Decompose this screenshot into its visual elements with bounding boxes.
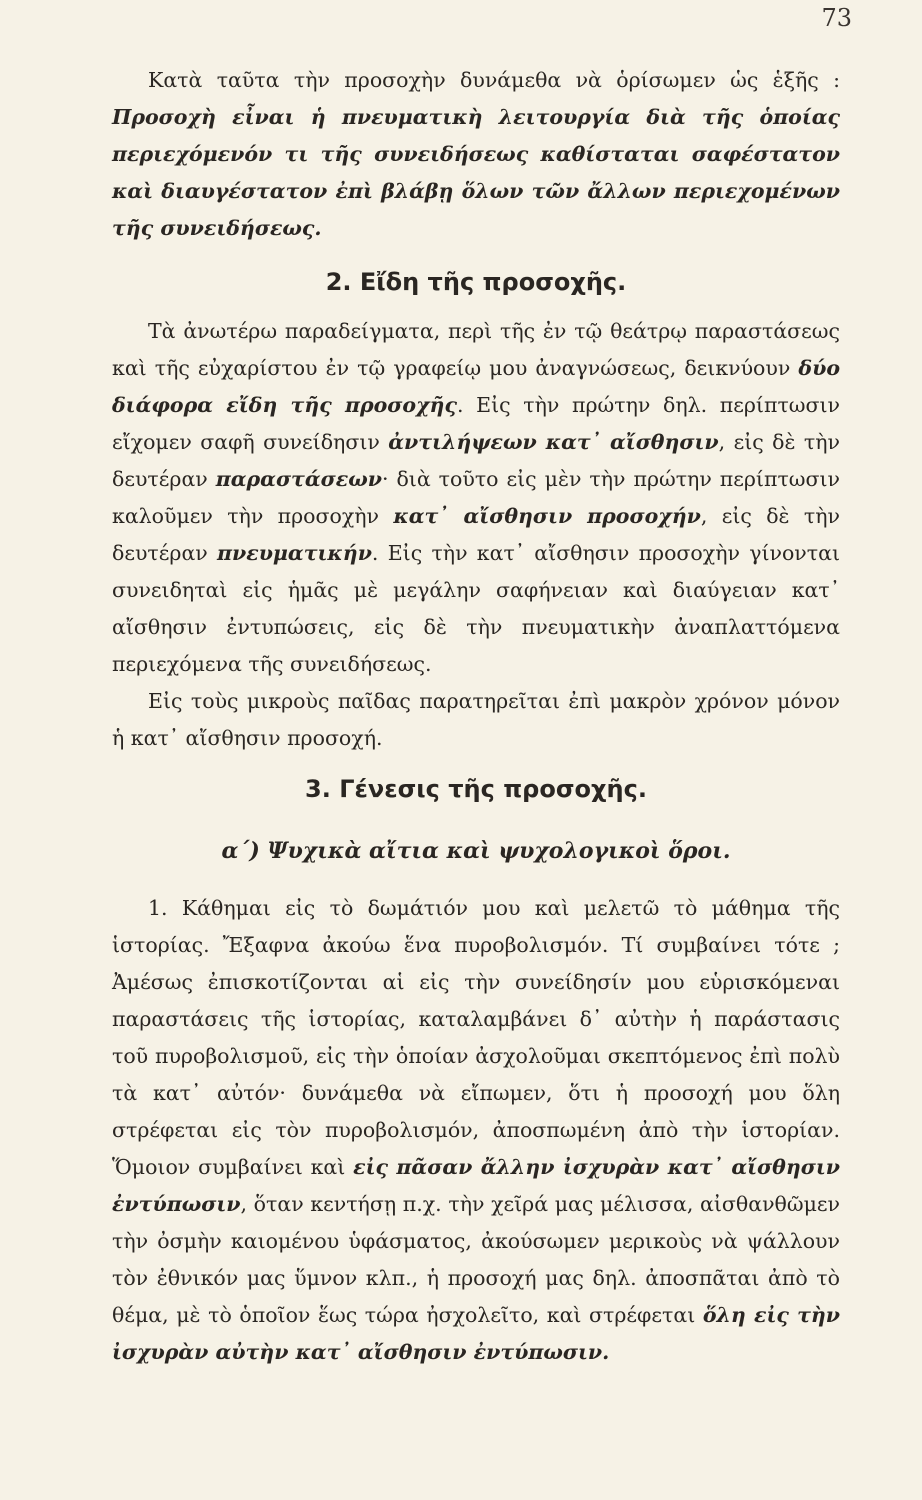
text-run: . Εἰς τὴν κατ᾽ αἴσθησιν προσοχὴν γίνονται συνειδηταὶ εἰς ἡμᾶς μὲ μεγάλην σαφήνειαν καὶ διαύγειαν κατ᾽ αἴσθησιν ἐντυπώσεις, εἰς δὲ τὴν πνευματικὴν ἀναπλαττόμενα περιεχόμενα τῆς συνειδήσεως. xyxy=(112,541,840,676)
page-number: 73 xyxy=(821,4,852,32)
intro-paragraph xyxy=(112,62,840,247)
section-3-paragraph-1 xyxy=(112,890,840,1371)
section-3-subheading: α΄) Ψυχικὰ αἴτια καὶ ψυχολογικοὶ ὅροι. xyxy=(221,838,731,864)
emphasis-run: ὅλη εἰς τὴν ἰσχυρὰν αὐτὴν κατ᾽ αἴσθησιν ἐντύπωσιν. xyxy=(112,1303,840,1364)
emphasis-run: ἀντιλήψεων κατ᾽ αἴσθησιν xyxy=(388,430,719,454)
section-2-paragraph-1 xyxy=(112,313,840,683)
section-2-body xyxy=(112,313,840,757)
emphasis-run: δύο διάφορα εἴδη τῆς προσοχῆς xyxy=(112,356,840,417)
section-2-heading: 2. Εἴδη τῆς προσοχῆς. xyxy=(325,268,627,296)
emphasis-run: εἰς πᾶσαν ἄλλην ἰσχυρὰν κατ᾽ αἴσθησιν ἐντύπωσιν xyxy=(112,1155,840,1216)
text-run: , εἰς δὲ τὴν δευτέραν xyxy=(112,430,840,491)
section-3-body xyxy=(112,890,840,1371)
emphasis-run: κατ᾽ αἴσθησιν προσοχήν xyxy=(393,504,701,528)
text-run: , ὅταν κεντήσῃ π.χ. τὴν χεῖρά μας μέλισσα, αἰσθανθῶμεν τὴν ὀσμὴν καιομένου ὑφάσματος, ἀκούσωμεν μερικοὺς νὰ ψάλλουν τὸν ἐθνικόν μας ὕμνον κλπ., ἡ προσοχή μας δηλ. ἀποσπᾶται ἀπὸ τὸ θέμα, μὲ τὸ ὁποῖον ἕως τώρα ἠσχολεῖτο, καὶ στρέφεται xyxy=(112,1192,840,1327)
intro-lead: Κατὰ ταῦτα τὴν προσοχὴν δυνάμεθα νὰ ὁρίσωμεν ὡς ἑξῆς : xyxy=(148,68,840,92)
emphasis-run: παραστάσεων xyxy=(215,467,382,491)
text-run: . Εἰς τὴν πρώτην δηλ. περίπτωσιν εἴχομεν σαφῆ συνείδησιν xyxy=(112,393,840,454)
section-2-paragraph-2: Εἰς τοὺς μικροὺς παῖδας παρατηρεῖται ἐπὶ μακρὸν χρόνον μόνον ἡ κατ᾽ αἴσθησιν προσοχή. xyxy=(112,689,840,750)
attention-definition: Προσοχὴ εἶναι ἡ πνευματικὴ λειτουργία διὰ τῆς ὁποίας περιεχόμενόν τι τῆς συνειδήσεως καθίσταται σαφέστατον καὶ διαυγέστατον ἐπὶ βλάβῃ ὅλων τῶν ἄλλων περιεχομένων τῆς συνειδήσεως. xyxy=(112,105,840,240)
text-run: 1. Κάθημαι εἰς τὸ δωμάτιόν μου καὶ μελετῶ τὸ μάθημα τῆς ἱστορίας. Ἔξαφνα ἀκούω ἕνα πυροβολισμόν. Τί συμβαίνει τότε ; Ἀμέσως ἐπισκοτίζονται αἱ εἰς τὴν συνείδησίν μου εὑρισκόμεναι παραστάσεις τῆς ἱστορίας, καταλαμβάνει δ᾽ αὐτὴν ἡ παράστασις τοῦ πυροβολισμοῦ, εἰς τὴν ὁποίαν ἀσχολοῦμαι σκεπτόμενος ἐπὶ πολὺ τὰ κατ᾽ αὐτόν· δυνάμεθα νὰ εἴπωμεν, ὅτι ἡ προσοχή μου ὅλη στρέφεται εἰς τὸν πυροβολισμόν, ἀποσπωμένη ἀπὸ τὴν ἱστορίαν. Ὅμοιον συμβαίνει καὶ xyxy=(112,896,840,1179)
text-run: , εἰς δὲ τὴν δευτέραν xyxy=(112,504,840,565)
text-run: Τὰ ἀνωτέρω παραδείγματα, περὶ τῆς ἐν τῷ θεάτρῳ παραστάσεως καὶ τῆς εὐχαρίστου ἐν τῷ γραφείῳ μου ἀναγνώσεως, δεικνύουν xyxy=(112,319,840,380)
text-run: · διὰ τοῦτο εἰς μὲν τὴν πρώτην περίπτωσιν καλοῦμεν τὴν προσοχὴν xyxy=(112,467,840,528)
intro-block xyxy=(112,62,840,247)
emphasis-run: πνευματικήν xyxy=(217,541,372,565)
section-3-heading: 3. Γένεσις τῆς προσοχῆς. xyxy=(305,775,647,803)
